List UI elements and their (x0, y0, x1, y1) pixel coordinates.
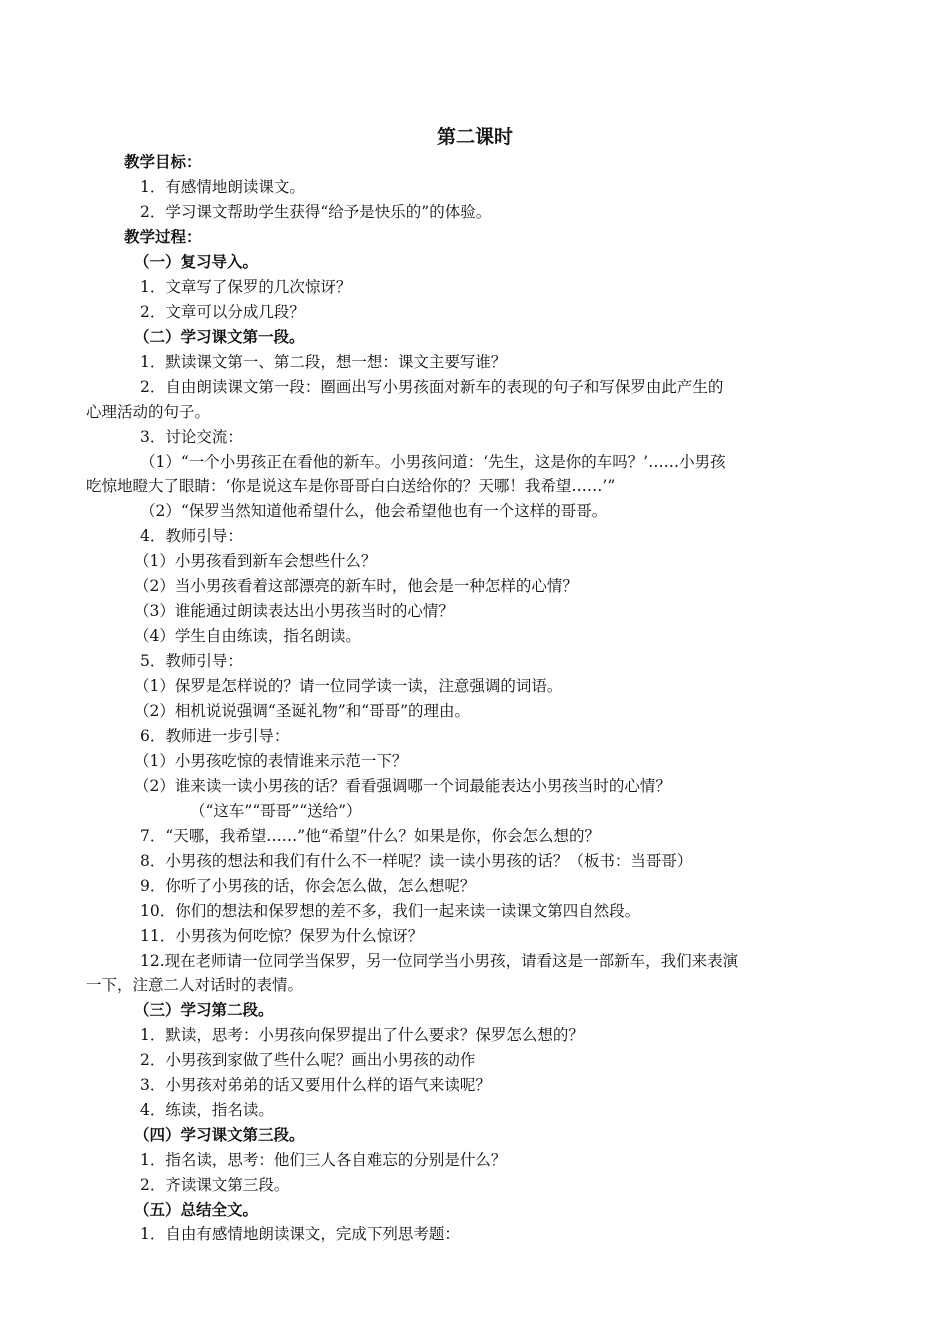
list-item: 1．默读课文第一、第二段，想一想：课文主要写谁？ (140, 353, 507, 371)
process-heading: 教学过程： (124, 228, 202, 246)
list-item: 11．小男孩为何吃惊？保罗为什么惊讶？ (140, 927, 424, 945)
goals-heading: 教学目标： (124, 153, 202, 171)
list-item: 3．讨论交流： (140, 428, 243, 446)
list-item: 2．齐读课文第三段。 (140, 1176, 290, 1194)
section-heading: （一）复习导入。 (134, 253, 259, 271)
sub-item: （2）相机说说强调“圣诞礼物”和“哥哥”的理由。 (134, 702, 471, 720)
list-item: 7．“天哪，我希望……”他“希望”什么？如果是你，你会怎么想的？ (140, 827, 601, 845)
list-item: 5．教师引导： (140, 652, 243, 670)
list-item: 1．自由有感情地朗读课文，完成下列思考题： (140, 1225, 460, 1243)
list-item-continued: 一下，注意二人对话时的表情。 (86, 976, 304, 994)
sub-item: （1）保罗是怎样说的？请一位同学读一读，注意强调的词语。 (134, 677, 563, 695)
sub-item: （1）小男孩看到新车会想些什么？ (134, 552, 377, 570)
list-item: 4．教师引导： (140, 527, 243, 545)
list-item: 2．文章可以分成几段？ (140, 303, 305, 321)
goal-item: 2．学习课文帮助学生获得“给予是快乐的”的体验。 (140, 203, 492, 221)
list-item: 1．默读，思考：小男孩向保罗提出了什么要求？保罗怎么想的？ (140, 1026, 584, 1044)
list-item: 1．文章写了保罗的几次惊讶？ (140, 278, 352, 296)
sub-item: （2）当小男孩看着这部漂亮的新车时，他会是一种怎样的心情？ (134, 577, 578, 595)
quote-item: （2）“保罗当然知道他希望什么，他会希望他也有一个这样的哥哥。 (140, 502, 608, 520)
list-item: 3．小男孩对弟弟的话又要用什么样的语气来读呢？ (140, 1076, 491, 1094)
sub-item: （1）小男孩吃惊的表情谁来示范一下？ (134, 752, 408, 770)
quote-item-continued: 吃惊地瞪大了眼睛：‘你是说这车是你哥哥白白送给你的？天哪！我希望……’” (86, 477, 616, 495)
sub-item: （2）谁来读一读小男孩的话？看看强调哪一个词最能表达小男孩当时的心情？ (134, 777, 671, 795)
list-item: 4．练读，指名读。 (140, 1101, 274, 1119)
goal-item: 1．有感情地朗读课文。 (140, 178, 305, 196)
page-title: 第二课时 (436, 126, 513, 148)
list-item: 1．指名读，思考：他们三人各自难忘的分别是什么？ (140, 1151, 507, 1169)
list-item: 12.现在老师请一位同学当保罗，另一位同学当小男孩，请看这是一部新车，我们来表演 (140, 952, 739, 970)
quote-item: （1）“一个小男孩正在看他的新车。小男孩问道：‘先生，这是你的车吗？’……小男孩 (140, 453, 726, 471)
list-item: 9．你听了小男孩的话，你会怎么做，怎么想呢？ (140, 877, 476, 895)
list-item: 2．自由朗读课文第一段：圈画出写小男孩面对新车的表现的句子和写保罗由此产生的 (140, 378, 724, 396)
sub-item-note: （“这车”“哥哥”“送给”） (190, 802, 362, 820)
list-item-continued: 心理活动的句子。 (86, 403, 211, 421)
list-item: 6．教师进一步引导： (140, 727, 290, 745)
list-item: 10．你们的想法和保罗想的差不多，我们一起来读一读课文第四自然段。 (140, 902, 641, 920)
section-heading: （五）总结全文。 (134, 1201, 259, 1219)
sub-item: （4）学生自由练读，指名朗读。 (134, 627, 361, 645)
section-heading: （二）学习课文第一段。 (134, 328, 305, 346)
section-heading: （四）学习课文第三段。 (134, 1126, 305, 1144)
sub-item: （3）谁能通过朗读表达出小男孩当时的心情？ (134, 602, 454, 620)
list-item: 8．小男孩的想法和我们有什么不一样呢？读一读小男孩的话？（板书：当哥哥） (140, 852, 693, 870)
list-item: 2．小男孩到家做了些什么呢？画出小男孩的动作 (140, 1051, 476, 1069)
section-heading: （三）学习第二段。 (134, 1001, 274, 1019)
